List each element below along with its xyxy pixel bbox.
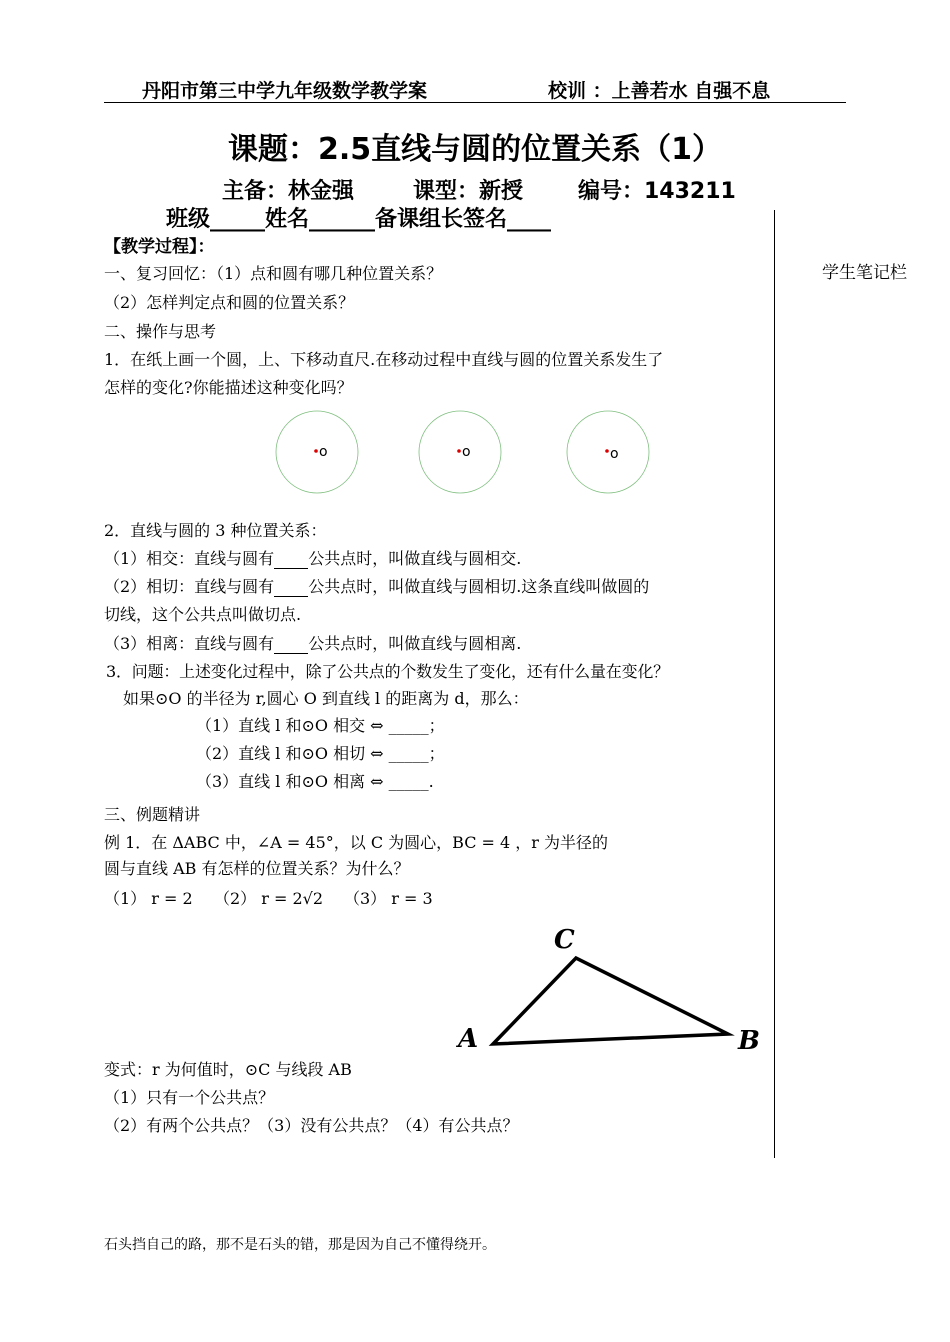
meta-type: 课型：新授 <box>413 179 524 204</box>
variant-line-3: （2）有两个公共点？（3）没有公共点？（4）有公共点？ <box>104 1116 519 1135</box>
meta-number: 编号：143211 <box>578 179 736 204</box>
triangle-abc <box>493 958 728 1044</box>
notes-divider <box>774 210 775 1158</box>
blank-separate[interactable] <box>274 635 308 654</box>
meta-host: 主备：林金强 <box>222 179 355 204</box>
vertex-a-label: A <box>458 1024 479 1054</box>
example-option-3: （3） r = 3 <box>344 889 433 908</box>
variant-line-2: （1）只有一个公共点？ <box>104 1088 275 1107</box>
circle-1-label: o <box>319 444 328 460</box>
relation-tangent-post: 公共点时，叫做直线与圆相切.这条直线叫做圆的 <box>308 577 650 596</box>
relation-separate-post: 公共点时，叫做直线与圆相离. <box>308 634 522 653</box>
blank-intersect[interactable] <box>274 550 308 569</box>
question-line-1: 3．问题：上述变化过程中，除了公共点的个数发生了变化，还有什么量在变化？ <box>106 662 669 681</box>
relation-intersect-pre: （1）相交：直线与圆有 <box>104 549 275 568</box>
review-question-2: （2）怎样判定点和圆的位置关系？ <box>104 293 355 312</box>
relation-tangent-cont: 切线，这个公共点叫做切点. <box>104 605 302 624</box>
school-name: 丹阳市第三中学九年级数学教学案 <box>142 80 428 102</box>
page-header <box>104 76 846 103</box>
blank-tangent[interactable] <box>274 578 308 597</box>
relation-tangent-pre: （2）相切：直线与圆有 <box>104 577 275 596</box>
review-heading: 一、复习回忆：（1）点和圆有哪几种位置关系？ <box>104 264 443 283</box>
lesson-title: 课题：2.5直线与圆的位置关系（1） <box>227 132 723 167</box>
relation-intersect-post: 公共点时，叫做直线与圆相交. <box>308 549 522 568</box>
circle-2-label: o <box>462 444 471 460</box>
footer-quote: 石头挡自己的路，那不是石头的错，那是因为自己不懂得绕开。 <box>104 1237 496 1253</box>
condition-tangent: （2）直线 l 和⊙O 相切 ⇔ _____； <box>196 744 445 763</box>
condition-intersect: （1）直线 l 和⊙O 相交 ⇔ _____； <box>196 716 445 735</box>
circle-1-center <box>314 449 318 453</box>
operate-paragraph-1: 1．在纸上画一个圆，上、下移动直尺.在移动过程中直线与圆的位置关系发生了 <box>104 350 664 369</box>
operate-heading: 二、操作与思考 <box>104 322 217 341</box>
relation-separate-pre: （3）相离：直线与圆有 <box>104 634 275 653</box>
operate-paragraph-2: 怎样的变化?你能描述这种变化吗？ <box>104 378 353 397</box>
circle-2-center <box>457 449 461 453</box>
relation-tangent <box>104 574 649 597</box>
relation-separate <box>104 631 521 654</box>
example-1-line-2: 圆与直线 AB 有怎样的位置关系？为什么？ <box>104 859 410 878</box>
triangle-abc-figure <box>440 920 770 1070</box>
circle-3-center <box>605 449 609 453</box>
examples-heading: 三、例题精讲 <box>104 805 201 824</box>
condition-separate: （3）直线 l 和⊙O 相离 ⇔ _____. <box>196 772 434 791</box>
circle-3-label: o <box>610 446 619 462</box>
process-heading: 【教学过程】： <box>104 237 215 257</box>
vertex-b-label: B <box>738 1026 760 1056</box>
vertex-c-label: C <box>554 925 575 955</box>
relation-intersect <box>104 546 521 569</box>
notes-column-label: 学生笔记栏 <box>822 263 907 283</box>
question-line-2: 如果⊙O 的半径为 r,圆心 O 到直线 l 的距离为 d，那么： <box>123 689 529 708</box>
variant-line-1: 变式：r 为何值时，⊙C 与线段 AB <box>104 1060 352 1079</box>
relations-heading: 2．直线与圆的 3 种位置关系： <box>104 521 327 540</box>
school-motto: 校训 ：上善若水 自强不息 <box>548 80 771 102</box>
example-option-1: （1） r = 2 <box>104 889 193 908</box>
example-option-2: （2） r = 2√2 <box>214 889 324 908</box>
example-1-line-1: 例 1．在 ΔABC 中，∠A = 45°，以 C 为圆心，BC = 4 ，r 为半径的 <box>104 833 609 852</box>
class-name-line: 班级_____姓名______备课组长签名____ <box>166 207 552 232</box>
